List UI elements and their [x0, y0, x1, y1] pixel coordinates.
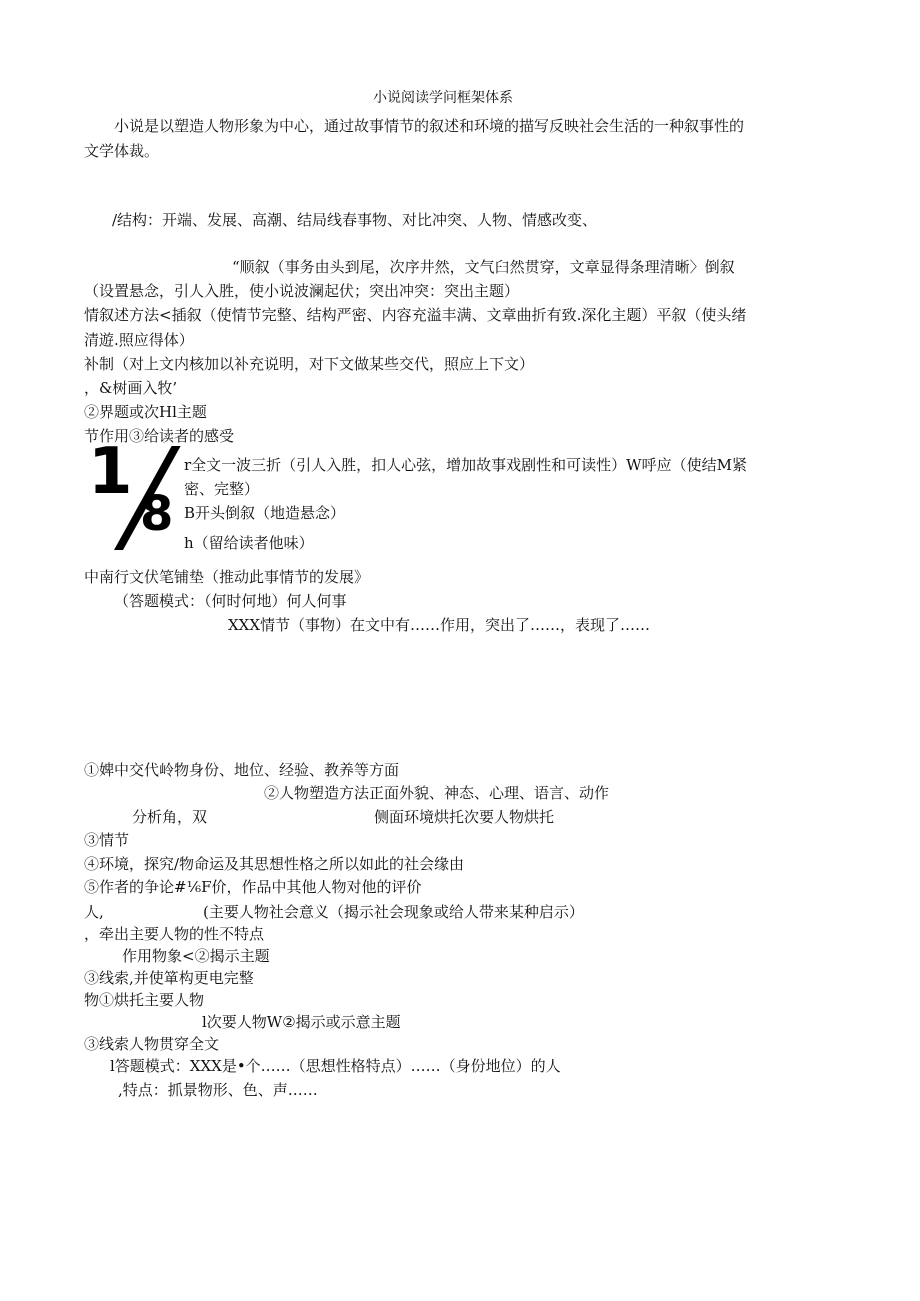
character-line-3b: 侧面环境烘托次要人物烘托 — [374, 808, 555, 826]
plot-structure-line: /结构：开端、发展、高潮、结局线春事物、对比冲突、人物、情感改变、 — [112, 211, 598, 229]
character-line-12: l次要人物W②揭示或示意主题 — [202, 1013, 401, 1031]
large-fraction-glyph — [84, 435, 194, 550]
narrative-line-5: 补制（对上文内核加以补充说明，对下文做某些交代，照应上下文） — [84, 355, 535, 373]
plot-item-c: 节作用③给读者的感受 — [84, 427, 235, 445]
large-digit-eight: 8 — [140, 486, 174, 542]
character-line-15: ,特点：抓景物形、色、声…… — [118, 1081, 318, 1099]
character-line-8: ，牵出主要人物的性不特点 — [84, 925, 265, 943]
character-line-14: l答题模式：XXX是•个……（思想性格特点）……（身份地位）的人 — [110, 1057, 561, 1075]
character-line-11: 物①烘托主要人物 — [84, 991, 205, 1009]
character-line-5: ④环境，探究/物命运及其思想性格之所以如此的社会缘由 — [84, 855, 465, 873]
effect-line-1: r全文一波三折（引人入胜，扣人心弦，增加故事戏剧性和可读性）W呼应（使结M紧 — [184, 456, 747, 474]
document-title: 小说阅读学问框架体系 — [373, 90, 513, 106]
narrative-line-4: 清遊.照应得体） — [84, 331, 194, 349]
character-line-4: ③情节 — [84, 831, 130, 849]
narrative-line-1: “顺叙（事务由头到尾，次序井然，文气臼然贯穿，文章显得条理清晰〉倒叙 — [232, 258, 735, 276]
character-line-3a: 分析角，双 — [132, 808, 208, 826]
narrative-line-2: （设置悬念，引人入胜，使小说波澜起伏；突出冲突：突出主题） — [84, 282, 520, 300]
foreshadow-line: 中南行文伏笔铺垫（推动此事情节的发展》 — [84, 568, 370, 586]
plot-item-b: ②界题或次Hl主题 — [84, 403, 207, 421]
character-line-2: ②人物塑造方法正面外貌、神态、心理、语言、动作 — [264, 784, 610, 802]
large-digit-one: 1 — [88, 435, 133, 509]
intro-line-1: 小说是以塑造人物形象为中心，通过故事情节的叙述和环境的描写反映社会生活的一种叙事性的 — [114, 117, 745, 135]
character-line-7b: (主要人物社会意义（揭示社会现象或给人带来某种启示） — [203, 903, 584, 921]
character-line-7a: 人, — [84, 903, 104, 921]
effect-line-2: 密、完整） — [184, 480, 260, 498]
effect-line-4: h（留给读者他味） — [184, 534, 314, 552]
answer-pattern-line-1: （答题模式：（何时何地）何人何事 — [114, 592, 347, 610]
character-line-10: ③线索,并使箪构更电完整 — [84, 969, 254, 987]
effect-line-3: B开头倒叙（地造悬念） — [184, 504, 346, 522]
character-line-1: ①婢中交代岭物身份、地位、经验、教养等方面 — [84, 761, 400, 779]
character-line-9: 作用物象<②揭示主题 — [122, 947, 270, 965]
character-line-6: ⑤作者的争论#⅙F价，作品中其他人物对他的评价 — [84, 878, 422, 896]
character-line-13: ③线索人物贯穿全文 — [84, 1035, 220, 1053]
plot-item-a: ，&树画入牧’ — [84, 379, 178, 397]
answer-pattern-line-2: XXX情节（事物）在文中有……作用，突出了……，表现了…… — [228, 616, 651, 634]
intro-line-2: 文学体裁。 — [84, 142, 160, 160]
narrative-line-3: 情叙述方法<插叙（使情节完整、结构严密、内容充溢丰满、文章曲折有致.深化主题）平叙（使头绪 — [84, 306, 747, 324]
